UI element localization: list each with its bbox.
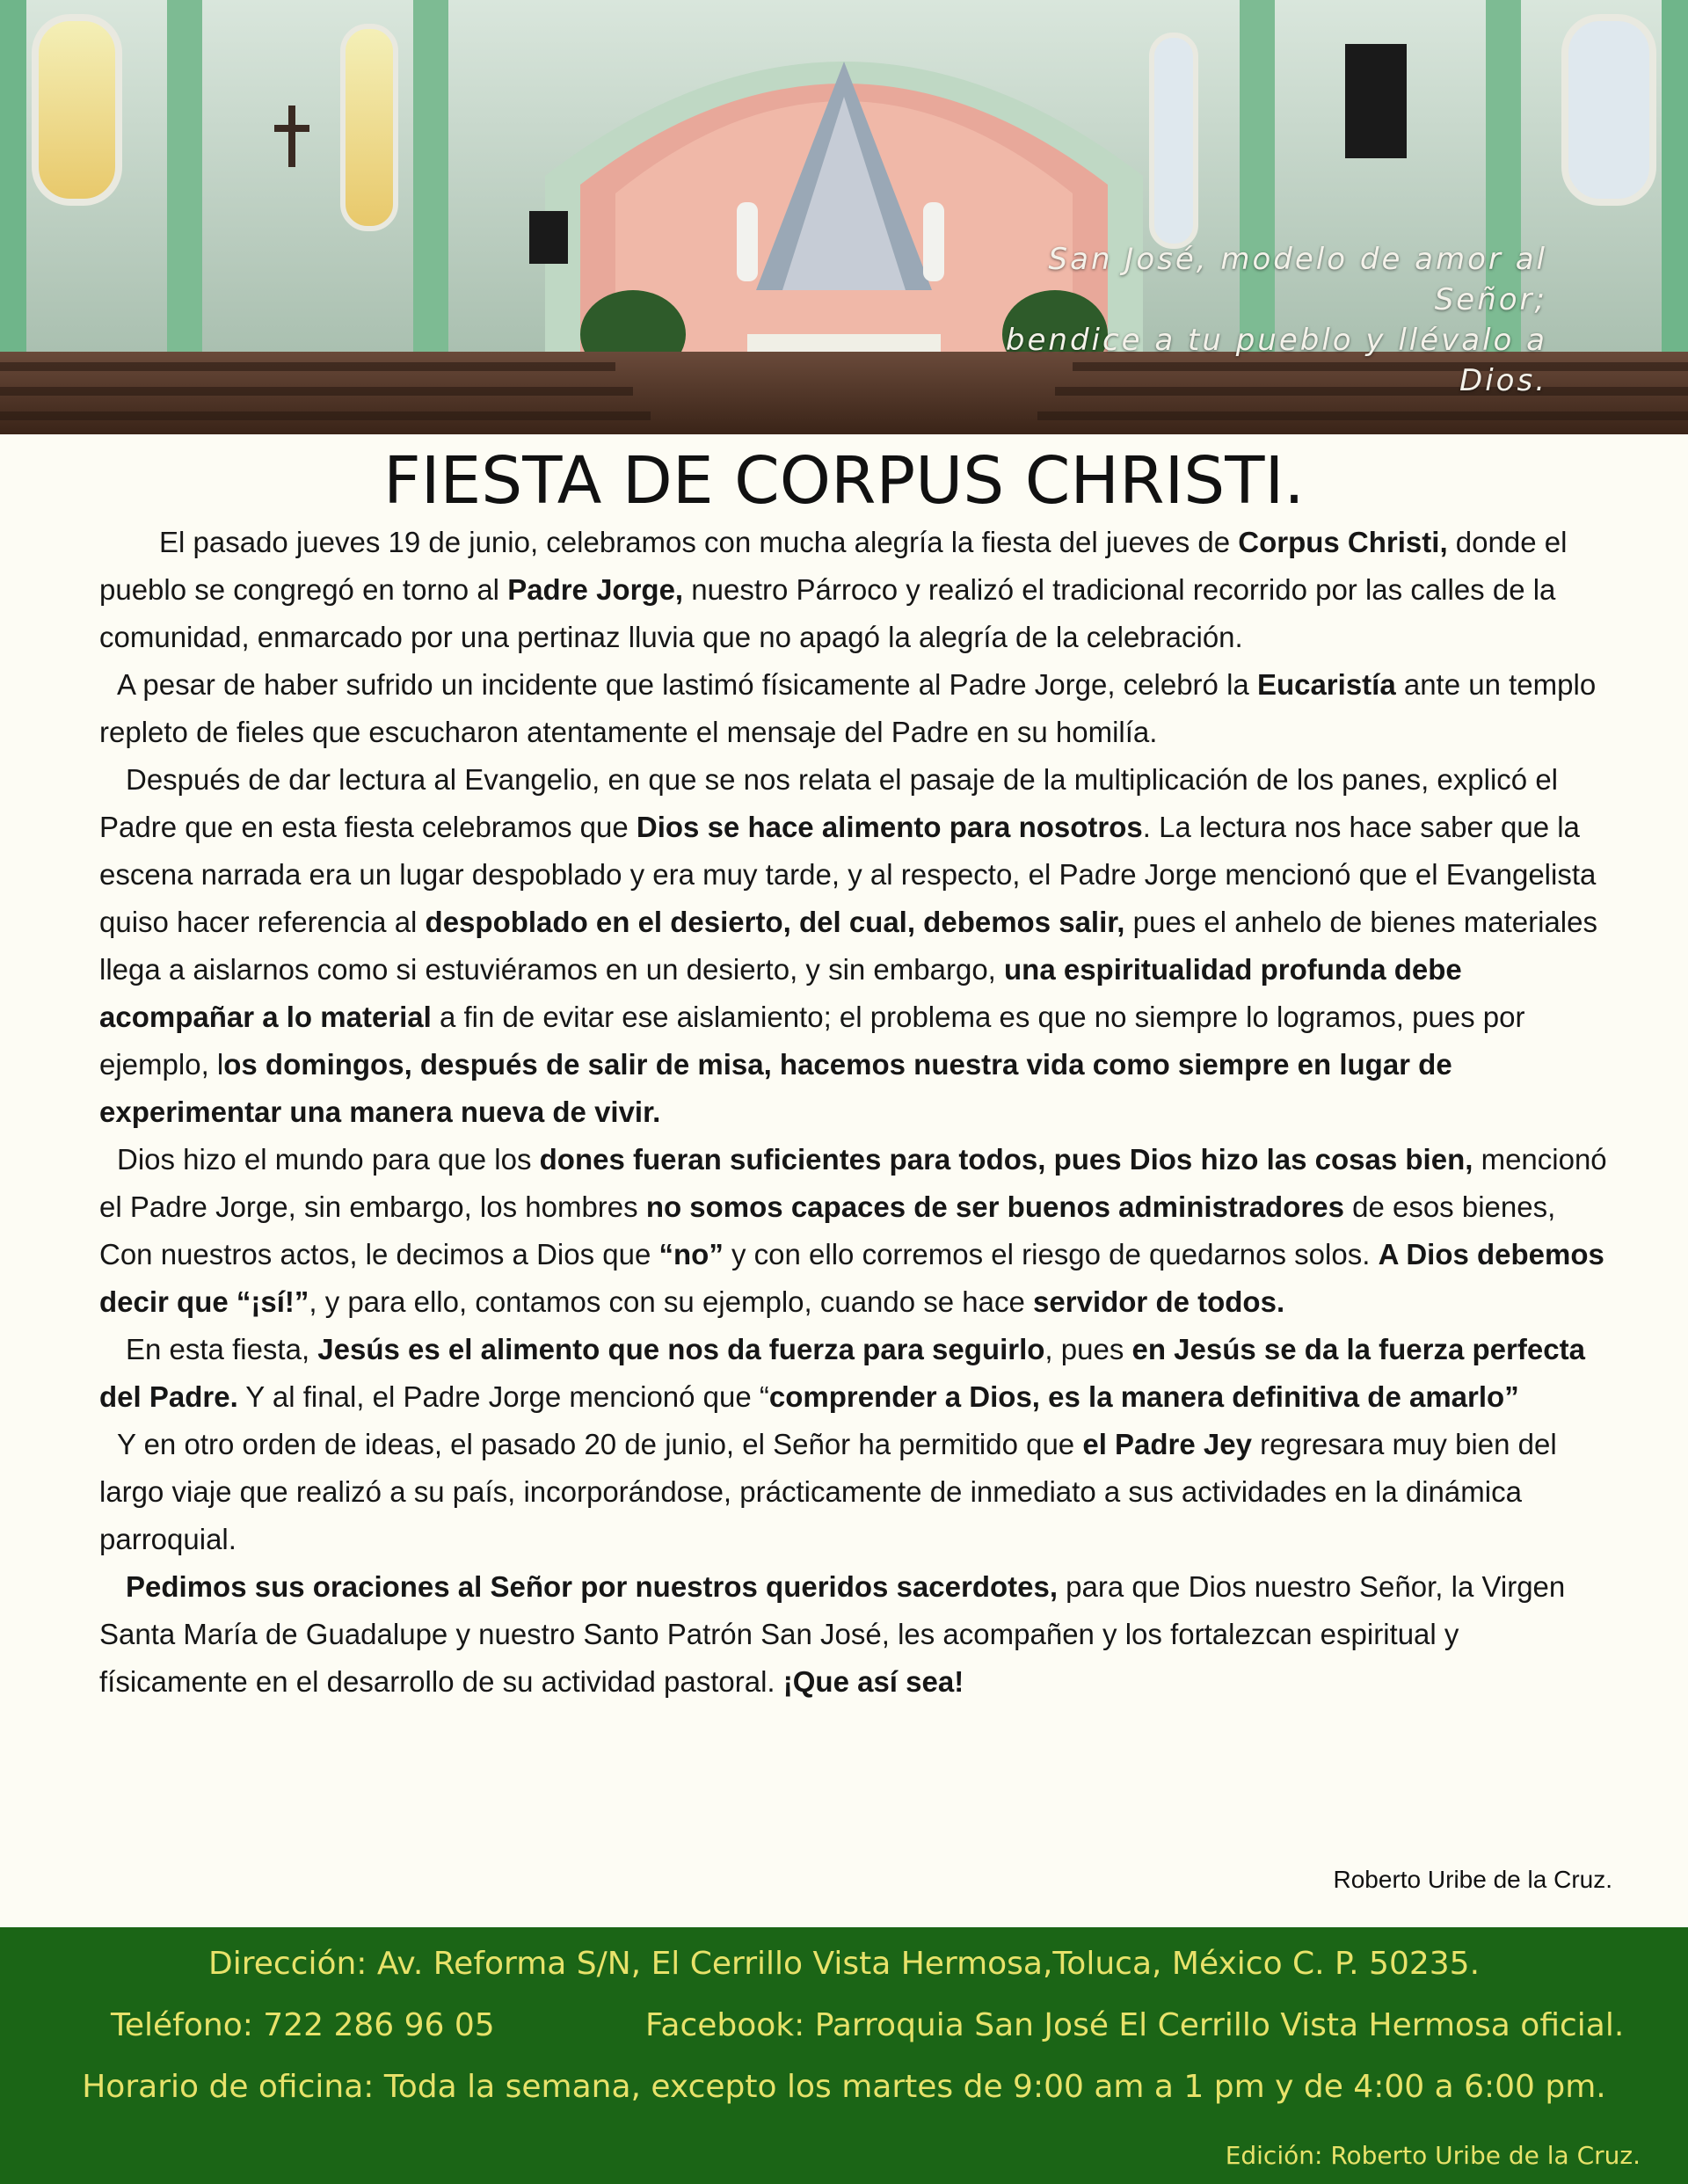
article-paragraph-7: Pedimos sus oraciones al Señor por nuestros queridos sacerdotes, para que Dios nuestro Señor, la Virgen Santa María de Guadalupe y nuestro Santo Patrón San José, les acompañen y los fortalezcan espiritual y físicamente en el desarrollo de su actividad pastoral. ¡Que así sea!: [99, 1570, 1566, 1698]
page-title: FIESTA DE CORPUS CHRISTI.: [383, 443, 1305, 519]
article-paragraph-1: El pasado jueves 19 de junio, celebramos con mucha alegría la fiesta del jueves de Corpus Christi, donde el pueblo se congregó en torno al Padre Jorge, nuestro Párroco y realizó el tradicional recorrido por las calles de la comunidad, enmarcado por una pertinaz lluvia que no apagó la alegría de la celebración.: [99, 526, 1568, 653]
footer-phone: Teléfono: 722 286 96 05: [111, 2007, 495, 2043]
article-paragraph-5: En esta fiesta, Jesús es el alimento que nos da fuerza para seguirlo, pues en Jesús se da la fuerza perfecta del Padre. Y al final, el Padre Jorge mencionó que “comprender a Dios, es la manera definitiva de amarlo”: [99, 1333, 1585, 1413]
article-paragraph-4: Dios hizo el mundo para que los dones fueran suficientes para todos, pues Dios hizo las cosas bien, mencionó el Padre Jorge, sin embargo, los hombres no somos capaces de ser buenos administradores de esos bienes, Con nuestros actos, le decimos a Dios que “no” y con ello corremos el riesgo de quedarnos solos. A Dios debemos decir que “¡sí!”, y para ello, contamos con su ejemplo, cuando se hace servidor de todos.: [99, 1143, 1607, 1318]
footer-address: Dirección: Av. Reforma S/N, El Cerrillo Vista Hermosa,Toluca, México C. P. 50235.: [207, 1946, 1481, 1982]
footer-edition-credit: Edición: Roberto Uribe de la Cruz.: [1225, 2141, 1641, 2170]
banner-caption-line2: bendice a tu pueblo y llévalo a Dios.: [1005, 323, 1547, 398]
footer-facebook: Facebook: Parroquia San José El Cerrillo Vista Hermosa oficial.: [645, 2007, 1625, 2043]
banner-caption-line1: San José, modelo de amor al Señor;: [1048, 242, 1547, 317]
article-paragraph-2: A pesar de haber sufrido un incidente que lastimó físicamente al Padre Jorge, celebró la Eucaristía ante un templo repleto de fieles que escucharon atentamente el mensaje del Padre en su homilía.: [99, 668, 1597, 748]
banner-caption: [932, 239, 1547, 401]
footer-office-hours: Horario de oficina: Toda la semana, excepto los martes de 9:00 am a 1 pm y de 4:00 a 6:00 pm.: [82, 2069, 1606, 2105]
footer: [0, 1927, 1688, 2184]
article-paragraph-3: Después de dar lectura al Evangelio, en que se nos relata el pasaje de la multiplicación de los panes, explicó el Padre que en esta fiesta celebramos que Dios se hace alimento para nosotros. La lectura nos hace saber que la escena narrada era un lugar despoblado y era muy tarde, y al respecto, el Padre Jorge mencionó que el Evangelista quiso hacer referencia al despoblado en el desierto, del cual, debemos salir, pues el anhelo de bienes materiales llega a aislarnos como si estuviéramos en un desierto, y sin embargo, una espiritualidad profunda debe acompañar a lo material a fin de evitar ese aislamiento; el problema es que no siempre lo logramos, pues por ejemplo, los domingos, después de salir de misa, hacemos nuestra vida como siempre en lugar de experimentar una manera nueva de vivir.: [99, 763, 1597, 1128]
article-body: [99, 519, 1612, 1706]
article-paragraph-6: Y en otro orden de ideas, el pasado 20 de junio, el Señor ha permitido que el Padre Jey regresara muy bien del largo viaje que realizó a su país, incorporándose, prácticamente de inmediato a sus actividades en la dinámica parroquial.: [99, 1428, 1557, 1555]
header-banner: [0, 0, 1688, 434]
article-signature: Roberto Uribe de la Cruz.: [1333, 1866, 1612, 1893]
